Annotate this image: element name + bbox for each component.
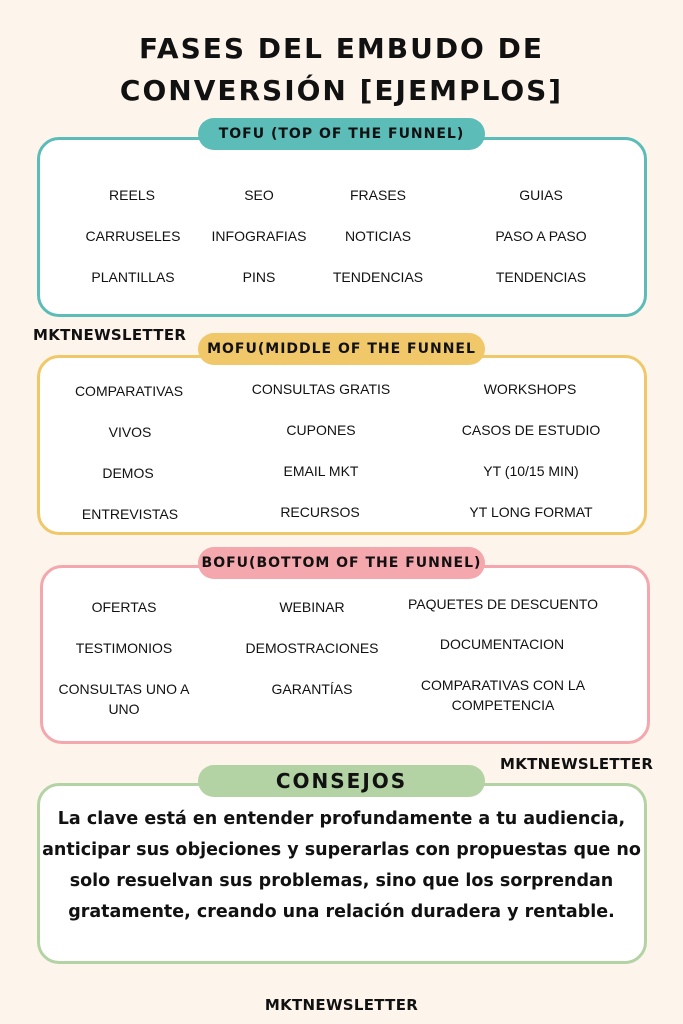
tofu-item: TENDENCIAS [495, 269, 587, 285]
tofu-item: GUIAS [519, 187, 563, 203]
tofu-item: SEO [244, 187, 274, 203]
consejos-line: gratamente, creando una relación duradera y rentable. [68, 902, 615, 922]
consejos-line: anticipar sus objeciones y superarlas con propuestas que no [42, 840, 641, 860]
consejos-label: CONSEJOS [198, 765, 485, 797]
mofu-item: YT LONG FORMAT [469, 504, 593, 520]
bofu-item: DOCUMENTACION [439, 636, 565, 652]
tofu-label: TOFU (TOP OF THE FUNNEL) [198, 118, 485, 150]
bofu-item: OFERTAS [91, 599, 157, 615]
bofu-item: COMPARATIVAS CON LA COMPETENCIA [420, 677, 586, 713]
consejos-line: La clave está en entender profundamente a tu audiencia, [57, 809, 626, 829]
mofu-item: DEMOS [102, 465, 154, 481]
mofu-item: VIVOS [108, 424, 152, 440]
mofu-item: CONSULTAS GRATIS [251, 381, 391, 397]
brand-watermark: MKTNEWSLETTER [500, 755, 654, 773]
bofu-label: BOFU(BOTTOM OF THE FUNNEL) [198, 547, 485, 579]
tofu-item: NOTICIAS [344, 228, 412, 244]
tofu-item: PASO A PASO [495, 228, 587, 244]
tofu-item: CARRUSELES [85, 228, 181, 244]
tofu-item: INFOGRAFIAS [211, 228, 307, 244]
bofu-item: WEBINAR [279, 599, 345, 615]
bofu-item: TESTIMONIOS [75, 640, 173, 656]
bofu-item: GARANTÍAS [271, 681, 353, 697]
mofu-item: CUPONES [286, 422, 356, 438]
mofu-item: WORKSHOPS [483, 381, 577, 397]
mofu-label: MOFU(MIDDLE OF THE FUNNEL [198, 333, 485, 365]
page-title-line-1: FASES DEL EMBUDO DE [139, 32, 544, 65]
mofu-item: EMAIL MKT [283, 463, 359, 479]
mofu-item: CASOS DE ESTUDIO [461, 422, 601, 438]
bofu-item: DEMOSTRACIONES [245, 640, 379, 656]
tofu-item: FRASES [349, 187, 407, 203]
tofu-item: TENDENCIAS [332, 269, 424, 285]
page-title [0, 28, 683, 112]
mofu-item: COMPARATIVAS [74, 383, 184, 399]
brand-footer: MKTNEWSLETTER [264, 996, 419, 1014]
tofu-item: PLANTILLAS [91, 269, 175, 285]
mofu-item: YT (10/15 MIN) [483, 463, 579, 479]
page-title-line-2: CONVERSIÓN [EJEMPLOS] [119, 74, 564, 107]
consejos-text [40, 804, 643, 928]
mofu-item: ENTREVISTAS [81, 506, 179, 522]
consejos-line: solo resuelvan sus problemas, sino que los sorprendan [69, 871, 614, 891]
tofu-item: REELS [109, 187, 155, 203]
tofu-item: PINS [242, 269, 276, 285]
bofu-item: PAQUETES DE DESCUENTO [407, 596, 599, 612]
mofu-item: RECURSOS [280, 504, 360, 520]
bofu-item: CONSULTAS UNO A UNO [58, 681, 190, 717]
brand-watermark: MKTNEWSLETTER [33, 326, 187, 344]
